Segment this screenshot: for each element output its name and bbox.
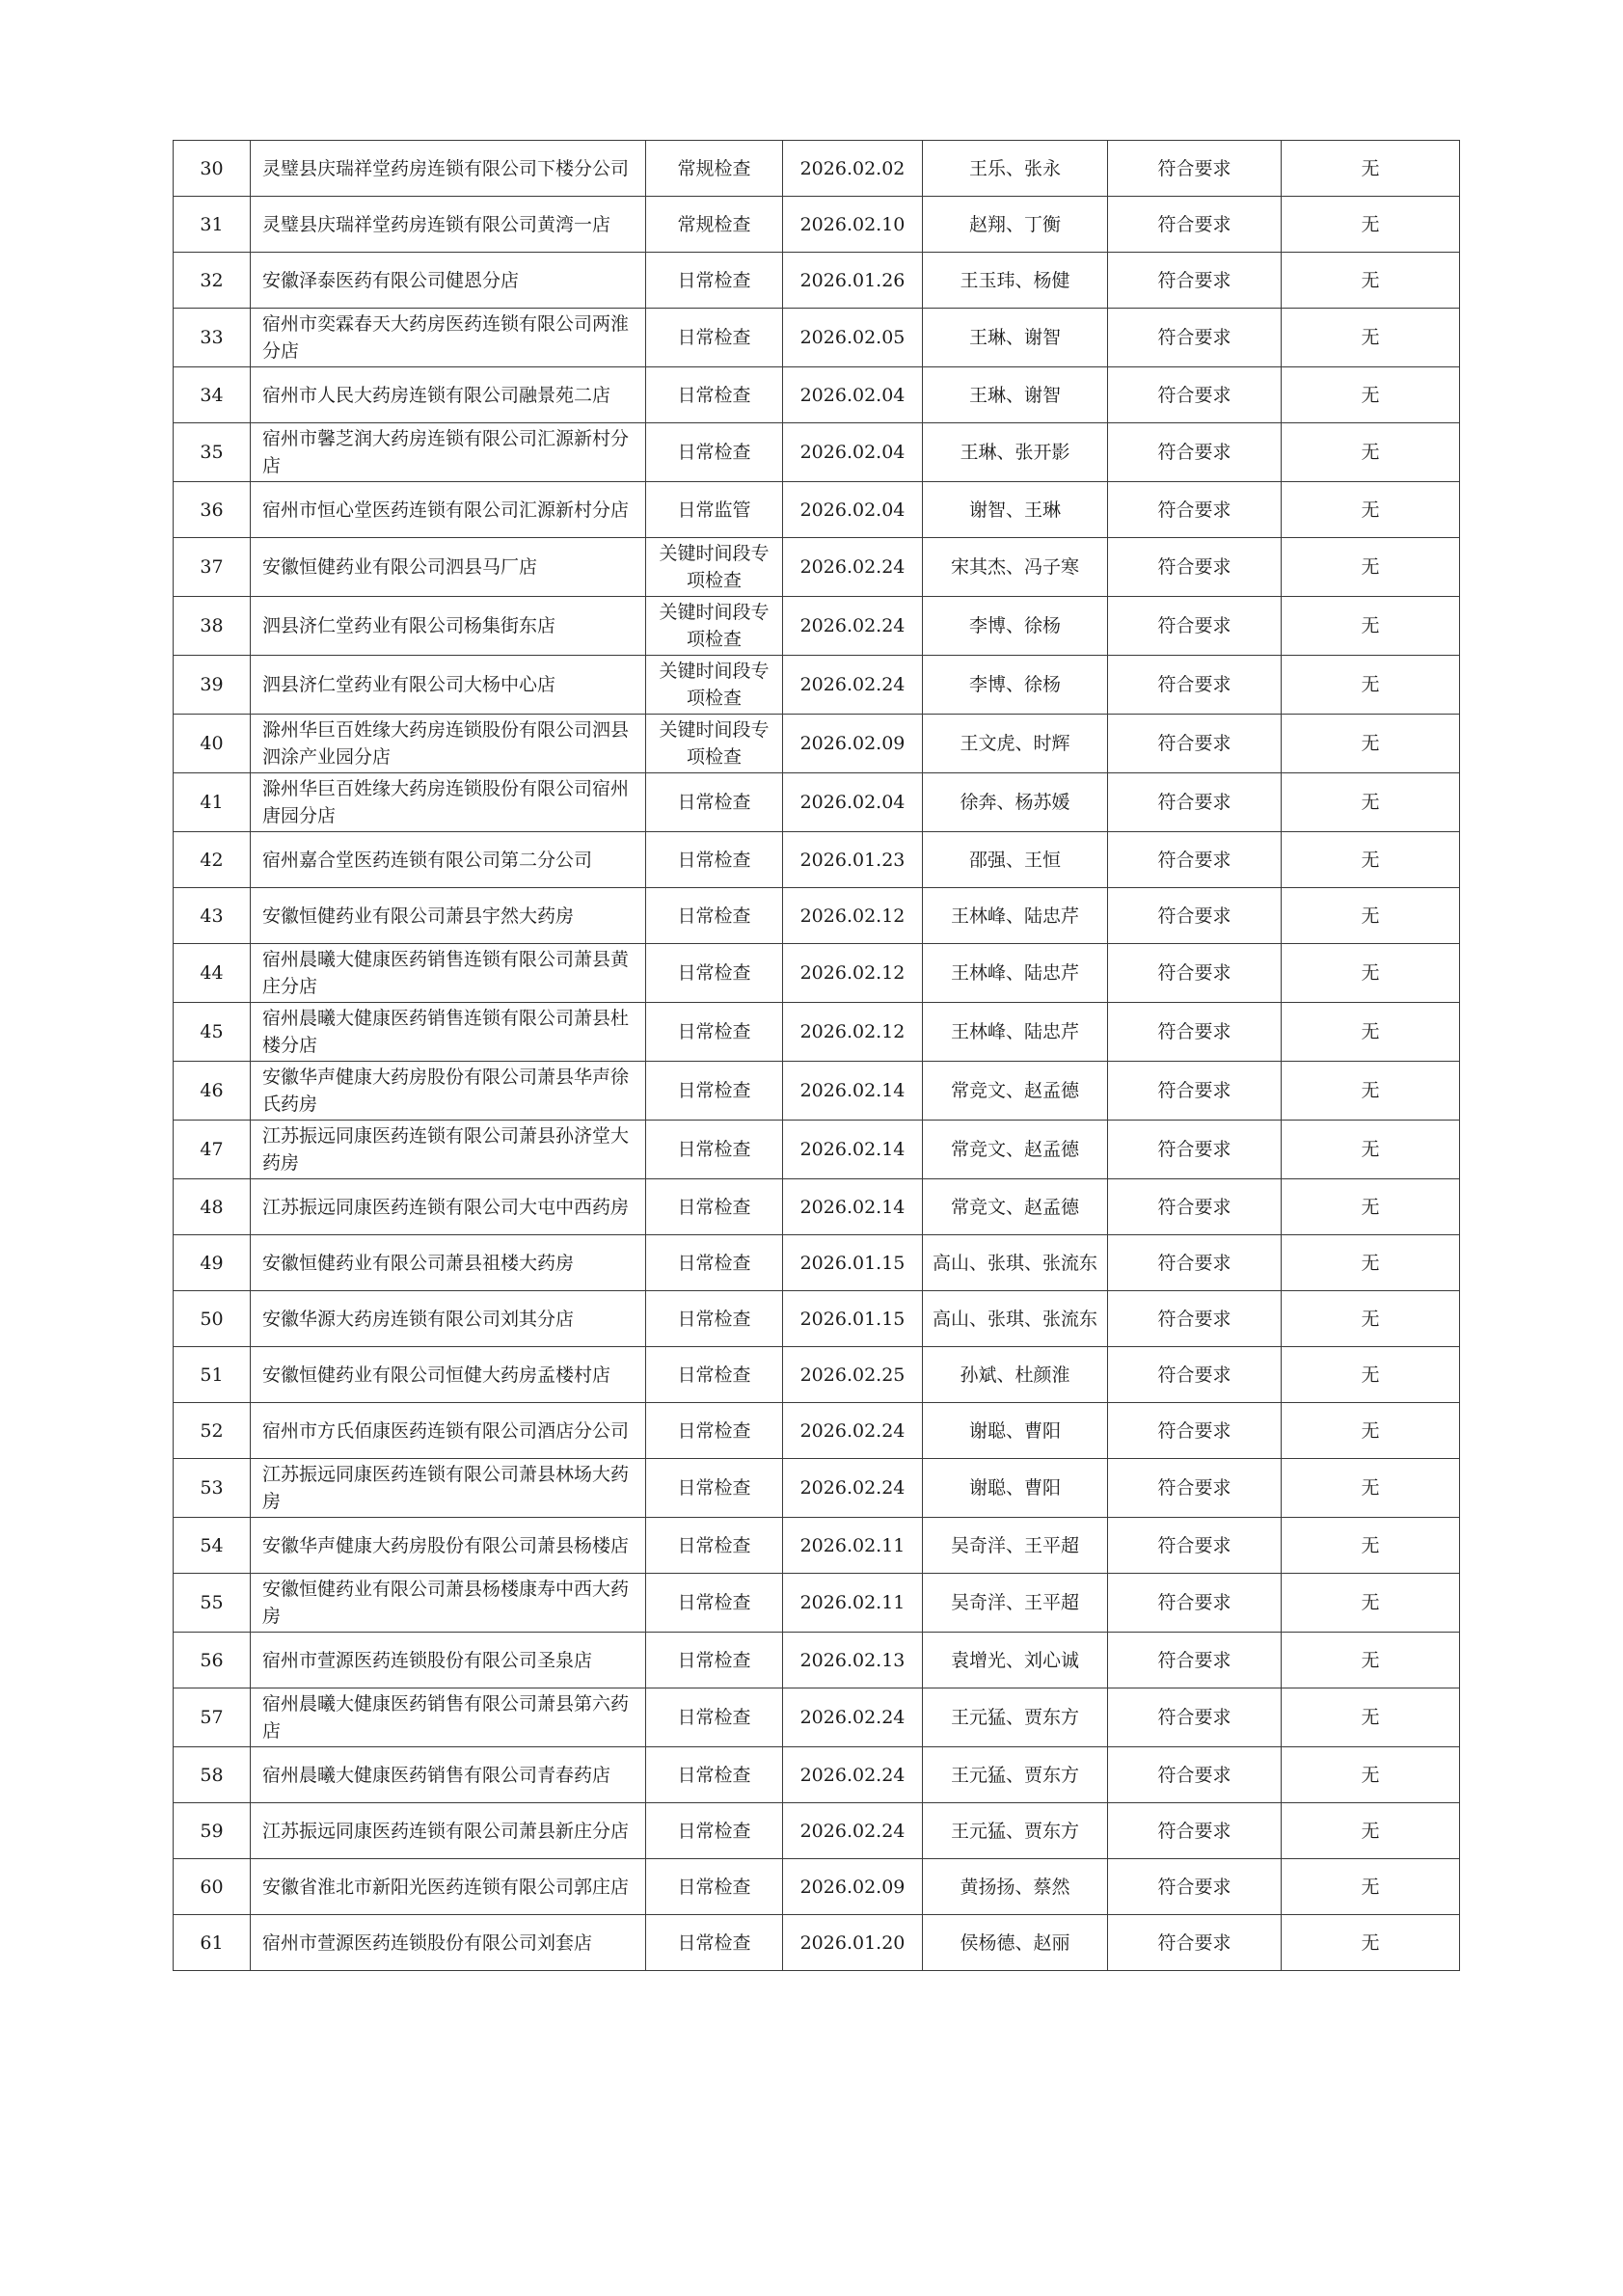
inspection-type-cell: 日常检查 [646, 1403, 783, 1459]
inspection-date-cell: 2026.02.11 [783, 1518, 923, 1574]
table-row [174, 1574, 1460, 1633]
table-row [174, 1235, 1460, 1291]
table-row [174, 1121, 1460, 1179]
inspectors-cell: 高山、张琪、张流东 [923, 1235, 1108, 1291]
table-row [174, 1179, 1460, 1235]
inspection-result-cell: 符合要求 [1108, 482, 1282, 538]
inspectors-cell: 袁增光、刘心诚 [923, 1633, 1108, 1688]
inspection-type-cell: 日常检查 [646, 944, 783, 1003]
row-number-cell: 41 [174, 773, 251, 832]
table-row [174, 309, 1460, 367]
inspection-result-cell: 符合要求 [1108, 773, 1282, 832]
inspectors-cell: 常竞文、赵孟德 [923, 1121, 1108, 1179]
inspection-date-cell: 2026.02.05 [783, 309, 923, 367]
inspection-type-cell: 日常检查 [646, 1459, 783, 1518]
inspectors-cell: 谢聪、曹阳 [923, 1403, 1108, 1459]
document-page [173, 140, 1459, 1971]
inspection-date-cell: 2026.01.15 [783, 1235, 923, 1291]
issues-found-cell: 无 [1282, 1291, 1460, 1347]
inspectors-cell: 常竞文、赵孟德 [923, 1179, 1108, 1235]
inspectors-cell: 王元猛、贾东方 [923, 1803, 1108, 1859]
table-row [174, 423, 1460, 482]
store-name-cell: 安徽恒健药业有限公司萧县祖楼大药房 [251, 1235, 646, 1291]
inspection-type-cell: 常规检查 [646, 141, 783, 197]
table-row [174, 888, 1460, 944]
issues-found-cell: 无 [1282, 309, 1460, 367]
store-name-cell: 滁州华巨百姓缘大药房连锁股份有限公司泗县泗涂产业园分店 [251, 715, 646, 773]
row-number-cell: 49 [174, 1235, 251, 1291]
inspectors-cell: 常竞文、赵孟德 [923, 1062, 1108, 1121]
table-row [174, 1859, 1460, 1915]
row-number-cell: 31 [174, 197, 251, 253]
row-number-cell: 50 [174, 1291, 251, 1347]
store-name-cell: 江苏振远同康医药连锁有限公司萧县孙济堂大药房 [251, 1121, 646, 1179]
inspectors-cell: 王元猛、贾东方 [923, 1688, 1108, 1747]
inspection-result-cell: 符合要求 [1108, 1803, 1282, 1859]
inspection-result-cell: 符合要求 [1108, 1179, 1282, 1235]
store-name-cell: 滁州华巨百姓缘大药房连锁股份有限公司宿州唐园分店 [251, 773, 646, 832]
issues-found-cell: 无 [1282, 482, 1460, 538]
inspection-date-cell: 2026.02.04 [783, 482, 923, 538]
table-row [174, 1347, 1460, 1403]
store-name-cell: 泗县济仁堂药业有限公司大杨中心店 [251, 656, 646, 715]
issues-found-cell: 无 [1282, 253, 1460, 309]
inspection-date-cell: 2026.02.24 [783, 1747, 923, 1803]
row-number-cell: 52 [174, 1403, 251, 1459]
inspectors-cell: 王林峰、陆忠芹 [923, 944, 1108, 1003]
store-name-cell: 安徽华声健康大药房股份有限公司萧县杨楼店 [251, 1518, 646, 1574]
inspection-date-cell: 2026.02.24 [783, 1688, 923, 1747]
inspection-result-cell: 符合要求 [1108, 1347, 1282, 1403]
inspection-type-cell: 日常检查 [646, 1347, 783, 1403]
inspectors-cell: 徐奔、杨苏媛 [923, 773, 1108, 832]
issues-found-cell: 无 [1282, 1459, 1460, 1518]
inspectors-cell: 吴奇洋、王平超 [923, 1574, 1108, 1633]
table-row [174, 944, 1460, 1003]
inspection-type-cell: 日常检查 [646, 1179, 783, 1235]
table-row [174, 1915, 1460, 1971]
inspectors-cell: 宋其杰、冯子寒 [923, 538, 1108, 597]
issues-found-cell: 无 [1282, 1915, 1460, 1971]
issues-found-cell: 无 [1282, 367, 1460, 423]
inspectors-cell: 王琳、谢智 [923, 309, 1108, 367]
store-name-cell: 安徽华源大药房连锁有限公司刘其分店 [251, 1291, 646, 1347]
inspection-type-cell: 日常检查 [646, 1915, 783, 1971]
inspection-type-cell: 关键时间段专项检查 [646, 538, 783, 597]
table-row [174, 1518, 1460, 1574]
issues-found-cell: 无 [1282, 1859, 1460, 1915]
inspectors-cell: 王林峰、陆忠芹 [923, 888, 1108, 944]
inspection-result-cell: 符合要求 [1108, 944, 1282, 1003]
store-name-cell: 宿州市萱源医药连锁股份有限公司刘套店 [251, 1915, 646, 1971]
row-number-cell: 39 [174, 656, 251, 715]
store-name-cell: 江苏振远同康医药连锁有限公司大屯中西药房 [251, 1179, 646, 1235]
table-row [174, 1688, 1460, 1747]
table-row [174, 1291, 1460, 1347]
issues-found-cell: 无 [1282, 1179, 1460, 1235]
table-row [174, 482, 1460, 538]
inspection-result-cell: 符合要求 [1108, 1518, 1282, 1574]
inspection-date-cell: 2026.01.23 [783, 832, 923, 888]
row-number-cell: 56 [174, 1633, 251, 1688]
row-number-cell: 40 [174, 715, 251, 773]
inspection-type-cell: 日常检查 [646, 1291, 783, 1347]
inspectors-cell: 李博、徐杨 [923, 597, 1108, 656]
issues-found-cell: 无 [1282, 1347, 1460, 1403]
row-number-cell: 59 [174, 1803, 251, 1859]
store-name-cell: 宿州嘉合堂医药连锁有限公司第二分公司 [251, 832, 646, 888]
table-row [174, 538, 1460, 597]
inspection-type-cell: 日常检查 [646, 1803, 783, 1859]
inspection-result-cell: 符合要求 [1108, 1633, 1282, 1688]
inspection-type-cell: 日常检查 [646, 1688, 783, 1747]
inspection-date-cell: 2026.02.14 [783, 1121, 923, 1179]
row-number-cell: 60 [174, 1859, 251, 1915]
issues-found-cell: 无 [1282, 1803, 1460, 1859]
issues-found-cell: 无 [1282, 656, 1460, 715]
table-row [174, 141, 1460, 197]
inspectors-cell: 吴奇洋、王平超 [923, 1518, 1108, 1574]
table-row [174, 367, 1460, 423]
inspection-type-cell: 日常检查 [646, 773, 783, 832]
store-name-cell: 宿州市人民大药房连锁有限公司融景苑二店 [251, 367, 646, 423]
inspection-date-cell: 2026.02.24 [783, 597, 923, 656]
inspection-date-cell: 2026.02.10 [783, 197, 923, 253]
inspection-type-cell: 关键时间段专项检查 [646, 715, 783, 773]
table-row [174, 656, 1460, 715]
issues-found-cell: 无 [1282, 197, 1460, 253]
issues-found-cell: 无 [1282, 1062, 1460, 1121]
inspection-result-cell: 符合要求 [1108, 538, 1282, 597]
issues-found-cell: 无 [1282, 1121, 1460, 1179]
inspection-date-cell: 2026.02.04 [783, 367, 923, 423]
inspection-result-cell: 符合要求 [1108, 1459, 1282, 1518]
inspection-result-cell: 符合要求 [1108, 309, 1282, 367]
inspection-date-cell: 2026.02.24 [783, 1403, 923, 1459]
table-row [174, 1803, 1460, 1859]
inspectors-cell: 王乐、张永 [923, 141, 1108, 197]
issues-found-cell: 无 [1282, 832, 1460, 888]
inspectors-cell: 谢聪、曹阳 [923, 1459, 1108, 1518]
inspection-date-cell: 2026.02.14 [783, 1179, 923, 1235]
inspection-date-cell: 2026.02.12 [783, 888, 923, 944]
table-row [174, 832, 1460, 888]
inspectors-cell: 赵翔、丁衡 [923, 197, 1108, 253]
inspection-date-cell: 2026.02.24 [783, 538, 923, 597]
row-number-cell: 38 [174, 597, 251, 656]
inspection-type-cell: 日常检查 [646, 309, 783, 367]
inspection-type-cell: 日常检查 [646, 1003, 783, 1062]
store-name-cell: 宿州市恒心堂医药连锁有限公司汇源新村分店 [251, 482, 646, 538]
issues-found-cell: 无 [1282, 423, 1460, 482]
inspection-type-cell: 日常检查 [646, 1062, 783, 1121]
inspectors-cell: 邵强、王恒 [923, 832, 1108, 888]
row-number-cell: 33 [174, 309, 251, 367]
issues-found-cell: 无 [1282, 1574, 1460, 1633]
inspection-result-cell: 符合要求 [1108, 1062, 1282, 1121]
inspectors-cell: 王林峰、陆忠芹 [923, 1003, 1108, 1062]
store-name-cell: 宿州晨曦大健康医药销售连锁有限公司萧县黄庄分店 [251, 944, 646, 1003]
store-name-cell: 灵璧县庆瑞祥堂药房连锁有限公司下楼分公司 [251, 141, 646, 197]
table-body [174, 141, 1460, 1971]
row-number-cell: 36 [174, 482, 251, 538]
inspectors-cell: 李博、徐杨 [923, 656, 1108, 715]
store-name-cell: 宿州市方氏佰康医药连锁有限公司酒店分公司 [251, 1403, 646, 1459]
inspectors-cell: 王琳、张开影 [923, 423, 1108, 482]
inspection-date-cell: 2026.02.09 [783, 1859, 923, 1915]
row-number-cell: 58 [174, 1747, 251, 1803]
issues-found-cell: 无 [1282, 1235, 1460, 1291]
issues-found-cell: 无 [1282, 1688, 1460, 1747]
inspection-type-cell: 日常检查 [646, 832, 783, 888]
store-name-cell: 安徽省淮北市新阳光医药连锁有限公司郭庄店 [251, 1859, 646, 1915]
row-number-cell: 43 [174, 888, 251, 944]
table-row [174, 197, 1460, 253]
table-row [174, 597, 1460, 656]
inspectors-cell: 谢智、王琳 [923, 482, 1108, 538]
table-row [174, 715, 1460, 773]
row-number-cell: 55 [174, 1574, 251, 1633]
issues-found-cell: 无 [1282, 538, 1460, 597]
row-number-cell: 47 [174, 1121, 251, 1179]
inspectors-cell: 王文虎、时辉 [923, 715, 1108, 773]
row-number-cell: 46 [174, 1062, 251, 1121]
row-number-cell: 45 [174, 1003, 251, 1062]
table-row [174, 1459, 1460, 1518]
inspection-result-cell: 符合要求 [1108, 1574, 1282, 1633]
inspection-result-cell: 符合要求 [1108, 597, 1282, 656]
inspection-date-cell: 2026.02.24 [783, 1803, 923, 1859]
inspection-date-cell: 2026.01.26 [783, 253, 923, 309]
inspection-date-cell: 2026.01.15 [783, 1291, 923, 1347]
inspection-date-cell: 2026.02.24 [783, 1459, 923, 1518]
inspection-type-cell: 日常检查 [646, 1518, 783, 1574]
row-number-cell: 37 [174, 538, 251, 597]
inspection-type-cell: 日常监管 [646, 482, 783, 538]
inspection-result-cell: 符合要求 [1108, 253, 1282, 309]
inspection-result-cell: 符合要求 [1108, 656, 1282, 715]
inspection-result-cell: 符合要求 [1108, 1291, 1282, 1347]
issues-found-cell: 无 [1282, 888, 1460, 944]
store-name-cell: 安徽恒健药业有限公司恒健大药房孟楼村店 [251, 1347, 646, 1403]
store-name-cell: 宿州市萱源医药连锁股份有限公司圣泉店 [251, 1633, 646, 1688]
inspection-result-cell: 符合要求 [1108, 367, 1282, 423]
inspectors-cell: 孙斌、杜颜淮 [923, 1347, 1108, 1403]
inspectors-cell: 高山、张琪、张流东 [923, 1291, 1108, 1347]
table-row [174, 1747, 1460, 1803]
inspection-date-cell: 2026.02.25 [783, 1347, 923, 1403]
inspection-type-cell: 日常检查 [646, 1235, 783, 1291]
store-name-cell: 宿州晨曦大健康医药销售有限公司萧县第六药店 [251, 1688, 646, 1747]
inspection-result-cell: 符合要求 [1108, 832, 1282, 888]
inspection-result-cell: 符合要求 [1108, 1859, 1282, 1915]
store-name-cell: 安徽恒健药业有限公司泗县马厂店 [251, 538, 646, 597]
table-row [174, 1062, 1460, 1121]
inspection-date-cell: 2026.02.12 [783, 944, 923, 1003]
inspection-date-cell: 2026.02.14 [783, 1062, 923, 1121]
issues-found-cell: 无 [1282, 1518, 1460, 1574]
store-name-cell: 安徽恒健药业有限公司萧县宇然大药房 [251, 888, 646, 944]
row-number-cell: 57 [174, 1688, 251, 1747]
store-name-cell: 宿州市奕霖春天大药房医药连锁有限公司两淮分店 [251, 309, 646, 367]
inspectors-cell: 侯杨德、赵丽 [923, 1915, 1108, 1971]
inspection-result-cell: 符合要求 [1108, 1003, 1282, 1062]
store-name-cell: 安徽恒健药业有限公司萧县杨楼康寿中西大药房 [251, 1574, 646, 1633]
issues-found-cell: 无 [1282, 1003, 1460, 1062]
inspection-date-cell: 2026.02.02 [783, 141, 923, 197]
store-name-cell: 安徽泽泰医药有限公司健恩分店 [251, 253, 646, 309]
inspection-type-cell: 日常检查 [646, 253, 783, 309]
inspection-result-cell: 符合要求 [1108, 1747, 1282, 1803]
issues-found-cell: 无 [1282, 944, 1460, 1003]
inspectors-cell: 王玉玮、杨健 [923, 253, 1108, 309]
store-name-cell: 安徽华声健康大药房股份有限公司萧县华声徐氏药房 [251, 1062, 646, 1121]
inspection-type-cell: 日常检查 [646, 1859, 783, 1915]
store-name-cell: 江苏振远同康医药连锁有限公司萧县林场大药房 [251, 1459, 646, 1518]
row-number-cell: 30 [174, 141, 251, 197]
table-row [174, 253, 1460, 309]
inspection-type-cell: 常规检查 [646, 197, 783, 253]
inspectors-cell: 王元猛、贾东方 [923, 1747, 1108, 1803]
inspection-records-table [173, 140, 1460, 1971]
store-name-cell: 宿州晨曦大健康医药销售连锁有限公司萧县杜楼分店 [251, 1003, 646, 1062]
row-number-cell: 32 [174, 253, 251, 309]
store-name-cell: 宿州市馨芝润大药房连锁有限公司汇源新村分店 [251, 423, 646, 482]
issues-found-cell: 无 [1282, 773, 1460, 832]
row-number-cell: 42 [174, 832, 251, 888]
row-number-cell: 35 [174, 423, 251, 482]
issues-found-cell: 无 [1282, 1633, 1460, 1688]
inspectors-cell: 黄扬扬、蔡然 [923, 1859, 1108, 1915]
inspection-date-cell: 2026.01.20 [783, 1915, 923, 1971]
inspection-type-cell: 日常检查 [646, 1747, 783, 1803]
inspection-date-cell: 2026.02.13 [783, 1633, 923, 1688]
inspection-date-cell: 2026.02.04 [783, 773, 923, 832]
inspection-result-cell: 符合要求 [1108, 1915, 1282, 1971]
table-row [174, 1403, 1460, 1459]
inspection-type-cell: 日常检查 [646, 423, 783, 482]
inspection-date-cell: 2026.02.24 [783, 656, 923, 715]
issues-found-cell: 无 [1282, 1747, 1460, 1803]
row-number-cell: 53 [174, 1459, 251, 1518]
table-row [174, 1003, 1460, 1062]
inspection-result-cell: 符合要求 [1108, 715, 1282, 773]
issues-found-cell: 无 [1282, 715, 1460, 773]
row-number-cell: 51 [174, 1347, 251, 1403]
inspection-date-cell: 2026.02.11 [783, 1574, 923, 1633]
inspection-type-cell: 日常检查 [646, 1633, 783, 1688]
row-number-cell: 34 [174, 367, 251, 423]
row-number-cell: 44 [174, 944, 251, 1003]
inspection-result-cell: 符合要求 [1108, 1235, 1282, 1291]
row-number-cell: 61 [174, 1915, 251, 1971]
inspection-type-cell: 日常检查 [646, 1574, 783, 1633]
row-number-cell: 54 [174, 1518, 251, 1574]
store-name-cell: 泗县济仁堂药业有限公司杨集街东店 [251, 597, 646, 656]
issues-found-cell: 无 [1282, 141, 1460, 197]
inspection-result-cell: 符合要求 [1108, 197, 1282, 253]
inspectors-cell: 王琳、谢智 [923, 367, 1108, 423]
inspection-type-cell: 关键时间段专项检查 [646, 597, 783, 656]
inspection-date-cell: 2026.02.04 [783, 423, 923, 482]
store-name-cell: 江苏振远同康医药连锁有限公司萧县新庄分店 [251, 1803, 646, 1859]
inspection-type-cell: 日常检查 [646, 1121, 783, 1179]
inspection-type-cell: 日常检查 [646, 888, 783, 944]
inspection-type-cell: 关键时间段专项检查 [646, 656, 783, 715]
inspection-type-cell: 日常检查 [646, 367, 783, 423]
issues-found-cell: 无 [1282, 597, 1460, 656]
row-number-cell: 48 [174, 1179, 251, 1235]
inspection-result-cell: 符合要求 [1108, 1688, 1282, 1747]
issues-found-cell: 无 [1282, 1403, 1460, 1459]
store-name-cell: 灵璧县庆瑞祥堂药房连锁有限公司黄湾一店 [251, 197, 646, 253]
inspection-result-cell: 符合要求 [1108, 1121, 1282, 1179]
store-name-cell: 宿州晨曦大健康医药销售有限公司青春药店 [251, 1747, 646, 1803]
inspection-result-cell: 符合要求 [1108, 1403, 1282, 1459]
table-row [174, 1633, 1460, 1688]
inspection-result-cell: 符合要求 [1108, 141, 1282, 197]
inspection-date-cell: 2026.02.09 [783, 715, 923, 773]
inspection-result-cell: 符合要求 [1108, 888, 1282, 944]
inspection-date-cell: 2026.02.12 [783, 1003, 923, 1062]
inspection-result-cell: 符合要求 [1108, 423, 1282, 482]
table-row [174, 773, 1460, 832]
